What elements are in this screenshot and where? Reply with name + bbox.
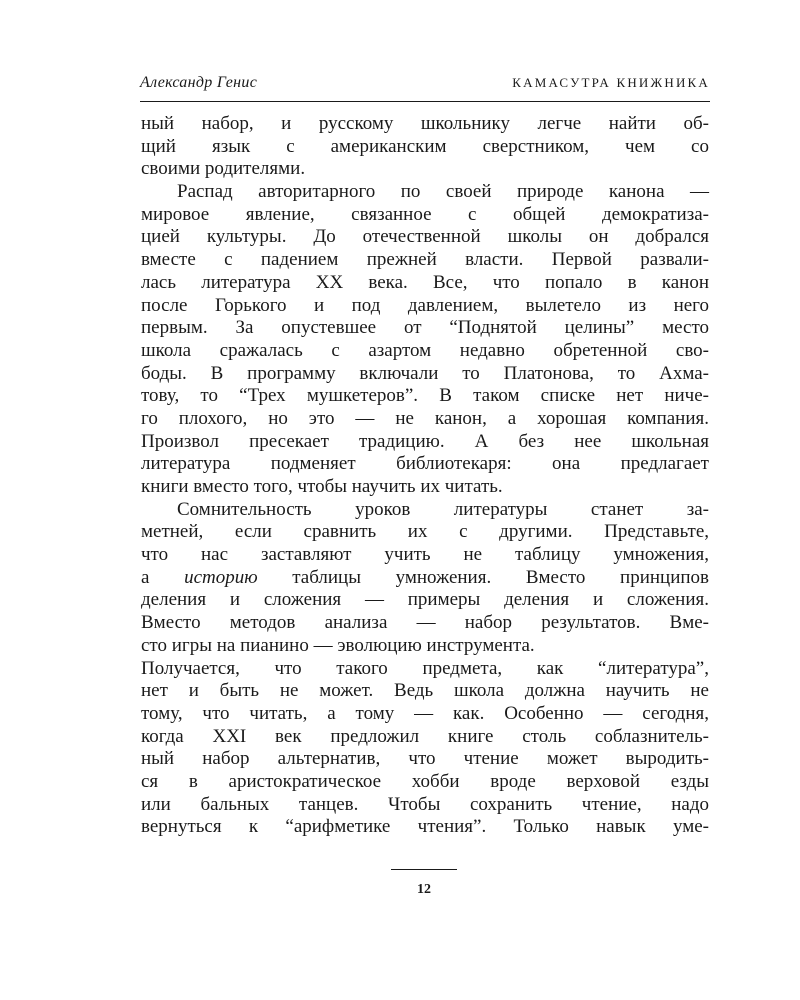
text-line: деления и сложения — примеры деления и сложения.	[141, 589, 709, 611]
text-line: ный набор, и русскому школьнику легче найти об-	[141, 113, 709, 134]
text-fragment: таблицы умножения. Вместо принципов	[292, 566, 710, 588]
text-line: нет и быть не может. Ведь школа должна научить не	[141, 680, 709, 702]
text-line: Вместо методов анализа — набор результатов. Вме-	[141, 612, 709, 634]
text-line: Произвол пресекает традицию. А без нее школьная	[141, 430, 709, 452]
text-line: тову, то “Трех мушкетеров”. В таком списке нет ниче-	[141, 385, 709, 407]
text-line: ный набор альтернатив, что чтение может выродить-	[141, 748, 709, 770]
text-line: когда XXI век предложил книге столь соблазнитель-	[141, 725, 709, 747]
text-line: тому, что читать, а тому — как. Особенно — сегодня,	[141, 702, 709, 724]
text-line: Получается, что такого предмета, как “литература”,	[141, 657, 709, 679]
text-line: ся в аристократическое хобби вроде верховой езды	[141, 770, 709, 792]
body-text	[141, 113, 709, 839]
running-head-author: Александр Генис	[140, 74, 258, 91]
header-rule	[140, 101, 710, 102]
text-line: школа сражалась с азартом недавно обретенной сво-	[141, 339, 709, 361]
text-line: своими родителями.	[141, 158, 306, 180]
text-line: Сомнительность уроков литературы станет за-	[177, 498, 709, 520]
text-line: что нас заставляют учить не таблицу умножения,	[141, 544, 709, 566]
text-line: после Горького и под давлением, вылетело из него	[141, 294, 709, 316]
text-line: лась литература XX века. Все, что попало в канон	[141, 271, 709, 293]
italic-word: историю	[184, 566, 258, 588]
text-line: боды. В программу включали то Платонова, то Ахма-	[141, 362, 709, 384]
running-head	[140, 74, 710, 96]
running-head-book-title: КАМАСУТРА КНИЖНИКА	[512, 75, 710, 90]
text-line: метней, если сравнить их с другими. Представьте,	[141, 521, 709, 543]
text-line: литература подменяет библиотекаря: она предлагает	[141, 453, 709, 475]
text-line: сто игры на пианино — эволюцию инструмента.	[141, 634, 535, 656]
text-line: щий язык с американским сверстником, чем со	[141, 135, 709, 157]
footer-rule	[391, 869, 457, 870]
text-line: мировое явление, связанное с общей демократиза-	[141, 203, 709, 225]
text-line: первым. За опустевшее от “Поднятой целины” место	[141, 317, 709, 339]
text-line-with-italic	[141, 567, 709, 590]
text-line: или бальных танцев. Чтобы сохранить чтение, надо	[141, 793, 709, 815]
text-line: го плохого, но это — не канон, а хорошая компания.	[141, 407, 709, 429]
text-line: книги вместо того, чтобы научить их читать.	[141, 476, 503, 497]
text-line: вернуться к “арифметике чтения”. Только навык уме-	[141, 816, 709, 838]
text-line: цией культуры. До отечественной школы он добрался	[141, 226, 709, 248]
text-fragment: а	[141, 566, 150, 588]
page-number: 12	[417, 882, 431, 897]
text-line: Распад авторитарного по своей природе канона —	[177, 181, 709, 203]
text-line: вместе с падением прежней власти. Первой развали-	[141, 249, 709, 271]
